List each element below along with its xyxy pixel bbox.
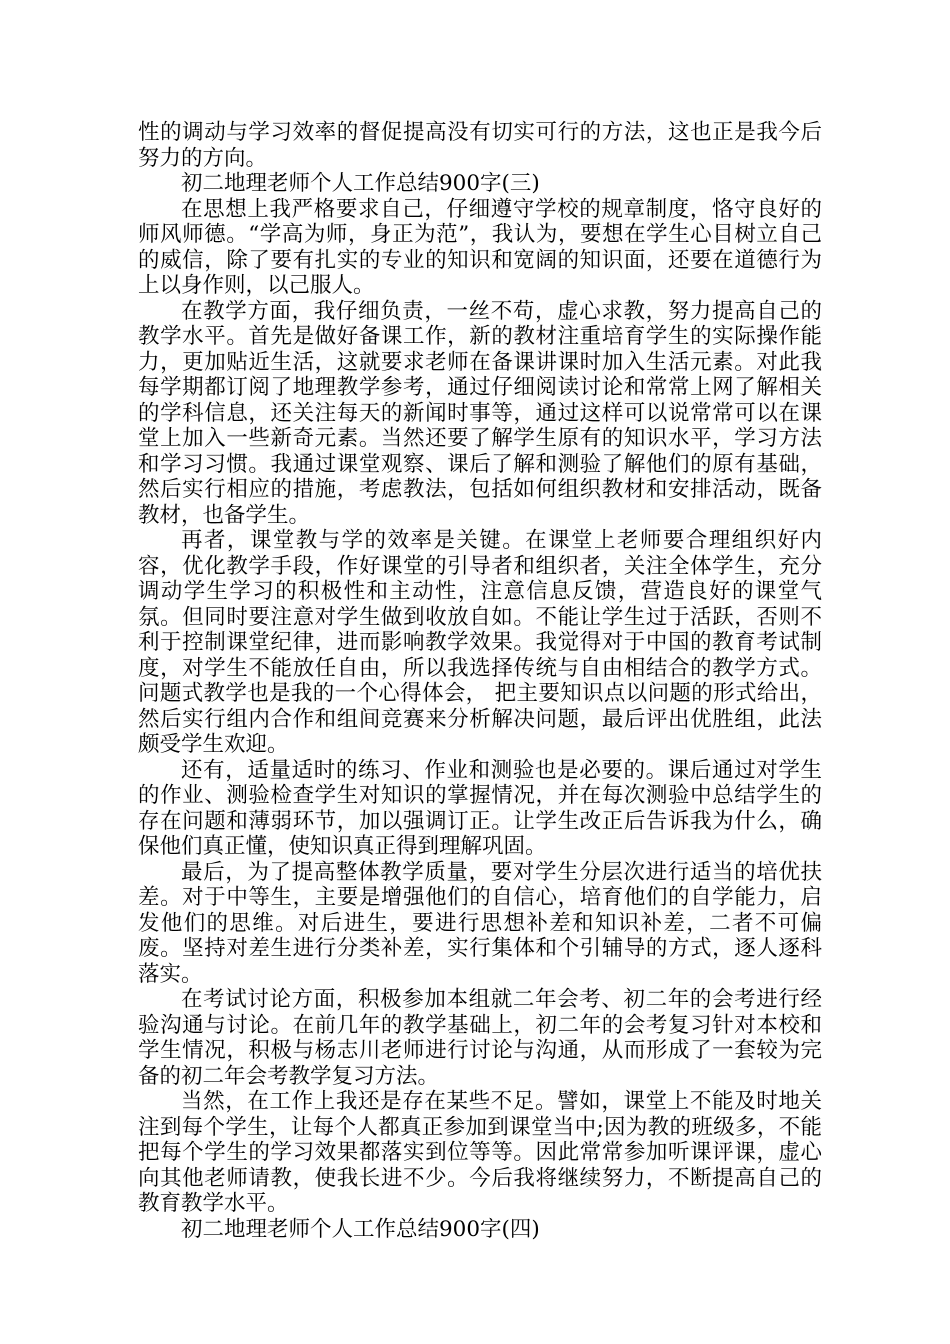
paragraph-ethics: 在思想上我严格要求自己，仔细遵守学校的规章制度，恪守良好的师风师德。“学高为师，身正为范”，我认为，要想在学生心目树立自己的威信，除了要有扎实的专业的知识和宽阔的知识面，还要在道德行为上以身作则，以己服人。 — [138, 196, 822, 298]
paragraph-practice-homework: 还有，适量适时的练习、作业和测验也是必要的。课后通过对学生的作业、测验检查学生对知识的掌握情况，并在每次测验中总结学生的存在问题和薄弱环节，加以强调订正。让学生改正后告诉我为什么，确保他们真正懂，使知识真正得到理解巩固。 — [138, 757, 822, 859]
paragraph-shortcomings: 当然，在工作上我还是存在某些不足。譬如，课堂上不能及时地关注到每个学生，让每个人都真正参加到课堂当中;因为教的班级多，不能把每个学生的学习效果都落实到位等等。因此常常参加听课评课，虚心向其他老师请教，使我长进不少。今后我将继续努力，不断提高自己的教育教学水平。 — [138, 1089, 822, 1216]
paragraph-teaching: 在教学方面，我仔细负责，一丝不苟，虚心求教，努力提高自己的教学水平。首先是做好备课工作，新的教材注重培育学生的实际操作能力，更加贴近生活，这就要求老师在备课讲课时加入生活元素。对此我每学期都订阅了地理教学参考，通过仔细阅读讨论和常常上网了解相关的学科信息，还关注每天的新闻时事等，通过这样可以说常常可以在课堂上加入一些新奇元素。当然还要了解学生原有的知识水平，学习方法和学习习惯。我通过课堂观察、课后了解和测验了解他们的原有基础，然后实行相应的措施，考虑教法，包括如何组织教材和安排活动，既备教材，也备学生。 — [138, 298, 822, 528]
paragraph-tiered-teaching: 最后，为了提高整体教学质量，要对学生分层次进行适当的培优扶差。对于中等生，主要是增强他们的自信心，培育他们的自学能力，启发他们的思维。对后进生，要进行思想补差和知识补差，二者不可偏废。坚持对差生进行分类补差，实行集体和个引辅导的方式，逐人逐科落实。 — [138, 859, 822, 987]
paragraph-classroom-efficiency: 再者，课堂教与学的效率是关键。在课堂上老师要合理组织好内容，优化教学手段，作好课堂的引导者和组织者，关注全体学生，充分调动学生学习的积极性和主动性，注意信息反馈，营造良好的课堂气氛。但同时要注意对学生做到收放自如。不能让学生过于活跃，否则不利于控制课堂纪律，进而影响教学效果。我觉得对于中国的教育考试制度，对学生不能放任自由，所以我选择传统与自由相结合的教学方式。问题式教学也是我的一个心得体会， 把主要知识点以问题的形式给出，然后实行组内合作和组间竞赛来分析解决问题，最后评出优胜组，此法颇受学生欢迎。 — [138, 528, 822, 757]
document-page — [138, 120, 822, 1242]
paragraph-continuation: 性的调动与学习效率的督促提高没有切实可行的方法，这也正是我今后努力的方向。 — [138, 120, 822, 171]
section-heading-4: 初二地理老师个人工作总结900字(四) — [181, 1216, 540, 1242]
section-heading-3: 初二地理老师个人工作总结900字(三) — [181, 171, 540, 196]
paragraph-exam-research: 在考试讨论方面，积极参加本组就二年会考、初二年的会考进行经验沟通与讨论。在前几年的教学基础上，初二年的会考复习针对本校和学生情况，积极与杨志川老师进行讨论与沟通，从而形成了一套较为完备的初二年会考教学复习方法。 — [138, 987, 822, 1089]
